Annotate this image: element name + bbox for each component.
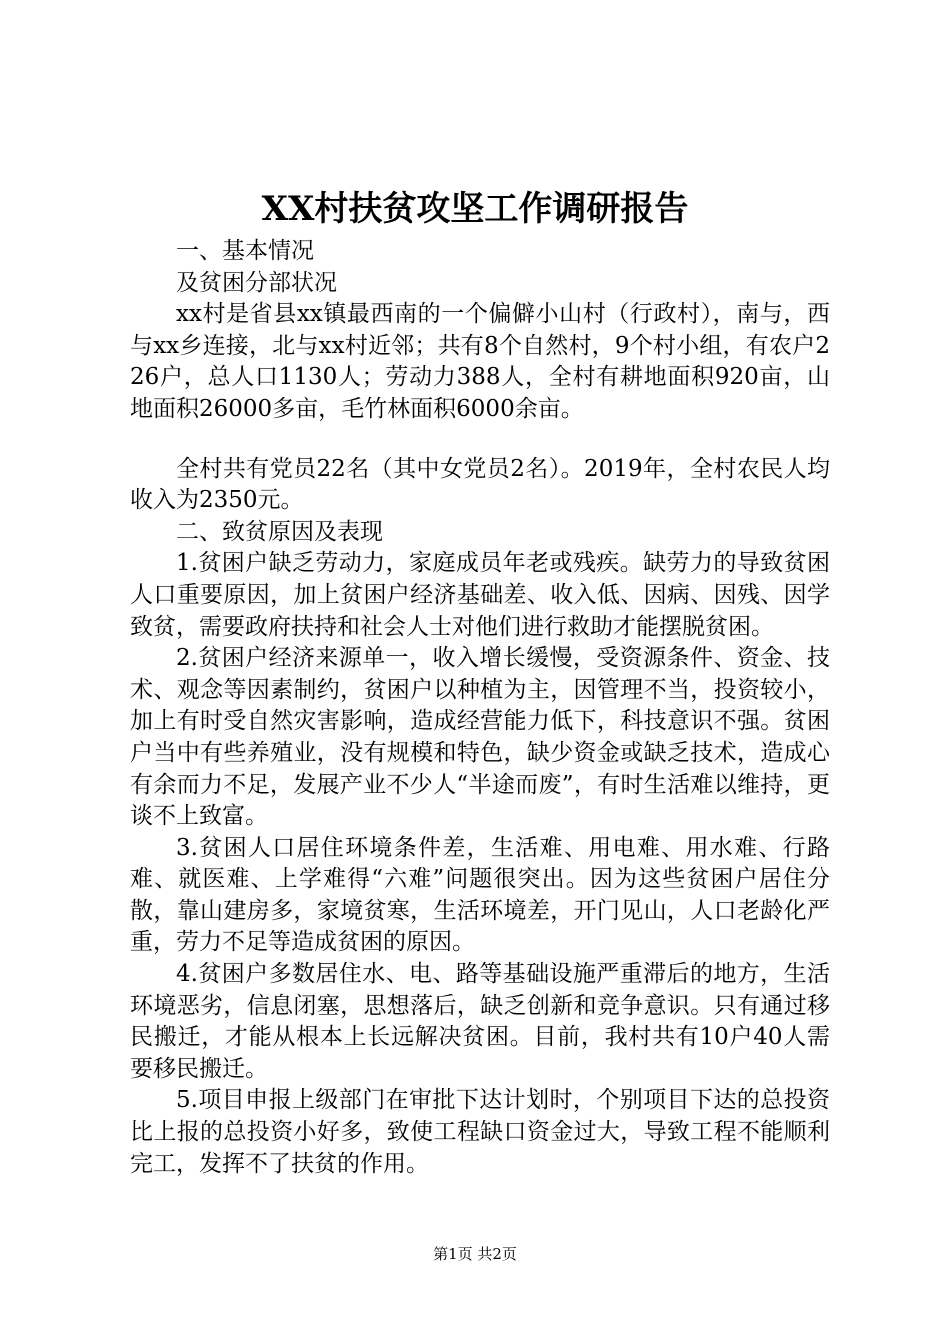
document-body	[130, 236, 830, 1180]
section-heading-basic: 一、基本情况	[176, 238, 314, 264]
section-heading-causes: 二、致贫原因及表现	[176, 518, 383, 545]
paragraph-cause-5: 5.项目申报上级部门在审批下达计划时，个别项目下达的总投资比上报的总投资小好多，致使工程缺口资金过大，导致工程不能顺利完工，发挥不了扶贫的作用。	[130, 1087, 830, 1177]
paragraph-party-members-income: 全村共有党员22名（其中女党员2名）。2019年，全村农民人均收入为2350元。	[130, 455, 830, 514]
paragraph-village-overview: xx村是省县xx镇最西南的一个偏僻小山村（行政村），南与，西与xx乡连接，北与xx村近邻；共有8个自然村，9个村小组，有农户226户，总人口1130人；劳动力388人，全村有耕地面积920亩，山地面积26000多亩，毛竹林面积6000余亩。	[130, 301, 830, 422]
paragraph-cause-2: 2.贫困户经济来源单一，收入增长缓慢，受资源条件、资金、技术、观念等因素制约，贫困户以种植为主，因管理不当，投资较小，加上有时受自然灾害影响，造成经营能力低下，科技意识不强。贫困户当中有些养殖业，没有规模和特色，缺少资金或缺乏技术，造成心有余而力不足，发展产业不少人“半途而废”，有时生活难以维持，更谈不上致富。	[130, 645, 830, 830]
paragraph-cause-1: 1.贫困户缺乏劳动力，家庭成员年老或残疾。缺劳力的导致贫困人口重要原因，加上贫困户经济基础差、收入低、因病、因残、因学致贫，需要政府扶持和社会人士对他们进行救助才能摆脱贫困。	[130, 550, 830, 640]
paragraph-cause-4: 4.贫困户多数居住水、电、路等基础设施严重滞后的地方，生活环境恶劣，信息闭塞，思想落后，缺乏创新和竞争意识。只有通过移民搬迁，才能从根本上长远解决贫困。目前，我村共有10户40人需要移民搬迁。	[130, 961, 830, 1082]
document-title: XX村扶贫攻坚工作调研报告	[261, 189, 689, 229]
paragraph-cause-3: 3.贫困人口居住环境条件差，生活难、用电难、用水难、行路难、就医难、上学难得“六难”问题很突出。因为这些贫困户居住分散，靠山建房多，家境贫寒，生活环境差，开门见山，人口老龄化严重，劳力不足等造成贫困的原因。	[130, 834, 830, 956]
page-number-footer: 第1页 共2页	[433, 1245, 517, 1263]
subheading-poverty-distribution: 及贫困分部状况	[176, 269, 337, 296]
